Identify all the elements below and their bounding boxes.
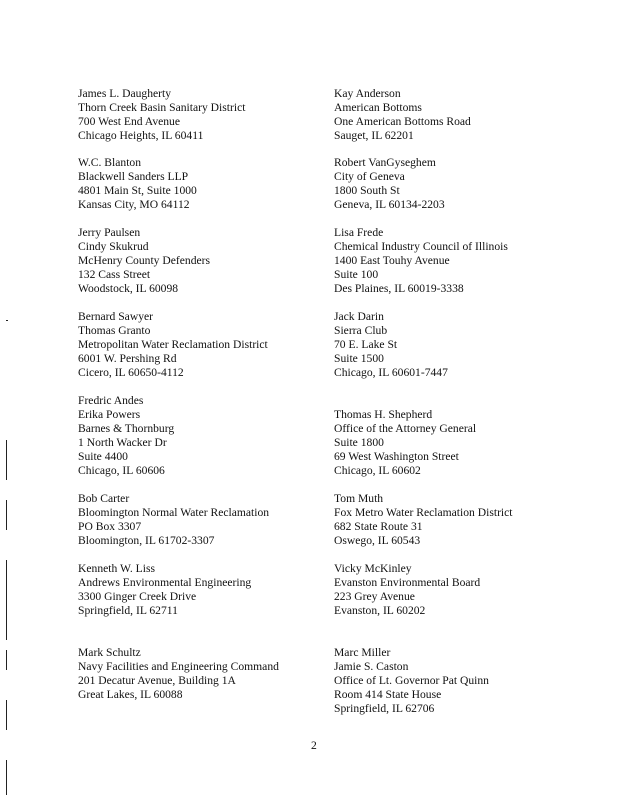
address-line: 1800 South St	[334, 184, 400, 197]
address-line: Springfield, IL 62711	[78, 604, 178, 617]
address-line: Office of Lt. Governor Pat Quinn	[334, 674, 489, 687]
address-line: Lisa Frede	[334, 226, 384, 239]
address-line: Office of the Attorney General	[334, 422, 477, 435]
address-line: Thorn Creek Basin Sanitary District	[78, 101, 246, 114]
address-line: Jamie S. Caston	[334, 660, 409, 673]
address-line: Erika Powers	[78, 408, 141, 421]
address-line: 223 Grey Avenue	[334, 590, 415, 603]
address-line: Evanston, IL 60202	[334, 604, 426, 617]
address-line: Jerry Paulsen	[78, 226, 141, 239]
scan-artifact	[6, 700, 7, 730]
address-line: Cicero, IL 60650-4112	[78, 366, 184, 379]
address-line: Tom Muth	[334, 492, 384, 505]
address-block-left-5	[78, 394, 174, 478]
address-line: Barnes & Thornburg	[78, 422, 175, 435]
address-line: Vicky McKinley	[334, 562, 412, 575]
address-line: 132 Cass Street	[78, 268, 151, 281]
page-number: 2	[311, 739, 317, 752]
address-line: W.C. Blanton	[78, 156, 142, 169]
scan-artifact	[6, 320, 8, 321]
address-line: Kay Anderson	[334, 87, 401, 100]
address-line: One American Bottoms Road	[334, 115, 471, 128]
address-line: Suite 1800	[334, 436, 384, 449]
address-line: Chicago, IL 60601-7447	[334, 366, 448, 379]
address-line: Bloomington, IL 61702-3307	[78, 534, 215, 547]
address-line: City of Geneva	[334, 170, 405, 183]
address-line: Room 414 State House	[334, 688, 442, 701]
scan-artifact	[6, 440, 7, 480]
address-block-right-5	[334, 408, 476, 478]
address-line: Thomas Granto	[78, 324, 151, 337]
address-block-right-2	[334, 156, 445, 212]
address-block-right-6	[334, 492, 513, 548]
address-block-left-7	[78, 562, 251, 618]
address-block-right-3	[334, 226, 508, 296]
address-line: Chemical Industry Council of Illinois	[334, 240, 508, 253]
address-line: 700 West End Avenue	[78, 115, 180, 128]
address-line: Cindy Skukrud	[78, 240, 149, 253]
address-line: 70 E. Lake St	[334, 338, 398, 351]
address-line: Sierra Club	[334, 324, 388, 337]
address-block-left-3	[78, 226, 210, 296]
address-line: Chicago Heights, IL 60411	[78, 129, 204, 142]
address-line: Suite 4400	[78, 450, 128, 463]
address-block-left-2	[78, 156, 197, 212]
address-block-left-4	[78, 310, 268, 380]
address-line: Marc Miller	[334, 646, 391, 659]
address-line: 6001 W. Pershing Rd	[78, 352, 177, 365]
address-line: Fox Metro Water Reclamation District	[334, 506, 513, 519]
scan-artifact	[6, 560, 7, 640]
address-line: Oswego, IL 60543	[334, 534, 421, 547]
address-block-left-1	[78, 87, 245, 143]
address-line: Fredric Andes	[78, 394, 144, 407]
address-line: Bob Carter	[78, 492, 130, 505]
address-line: McHenry County Defenders	[78, 254, 211, 267]
address-line: Chicago, IL 60606	[78, 464, 165, 477]
address-line: James L. Daugherty	[78, 87, 172, 100]
address-line: Bloomington Normal Water Reclamation	[78, 506, 270, 519]
address-block-left-8	[78, 646, 279, 702]
address-line: Great Lakes, IL 60088	[78, 688, 183, 701]
address-line: Sauget, IL 62201	[334, 129, 414, 142]
address-line: Kenneth W. Liss	[78, 562, 155, 575]
address-line: Chicago, IL 60602	[334, 464, 421, 477]
address-line: Thomas H. Shepherd	[334, 408, 433, 421]
address-line: Suite 100	[334, 268, 379, 281]
address-line: PO Box 3307	[78, 520, 142, 533]
address-line: Woodstock, IL 60098	[78, 282, 179, 295]
scan-artifact	[6, 760, 7, 795]
address-line: Metropolitan Water Reclamation District	[78, 338, 268, 351]
address-line: 201 Decatur Avenue, Building 1A	[78, 674, 236, 687]
address-line: 4801 Main St, Suite 1000	[78, 184, 197, 197]
address-line: Bernard Sawyer	[78, 310, 154, 323]
address-block-right-4	[334, 310, 448, 380]
address-block-right-8	[334, 646, 489, 716]
address-line: Geneva, IL 60134-2203	[334, 198, 445, 211]
address-line: Evanston Environmental Board	[334, 576, 481, 589]
address-line: Des Plaines, IL 60019-3338	[334, 282, 464, 295]
address-line: 3300 Ginger Creek Drive	[78, 590, 197, 603]
address-block-right-1	[334, 87, 471, 143]
address-line: Navy Facilities and Engineering Command	[78, 660, 279, 673]
address-block-right-7	[334, 562, 480, 618]
address-line: 1 North Wacker Dr	[78, 436, 167, 449]
address-block-left-6	[78, 492, 269, 548]
address-line: 1400 East Touhy Avenue	[334, 254, 450, 267]
scan-artifact	[6, 650, 7, 670]
address-line: Robert VanGyseghem	[334, 156, 436, 169]
address-line: Kansas City, MO 64112	[78, 198, 190, 211]
address-line: Blackwell Sanders LLP	[78, 170, 189, 183]
address-line: Jack Darin	[334, 310, 384, 323]
address-line: Suite 1500	[334, 352, 384, 365]
address-line: American Bottoms	[334, 101, 422, 114]
address-line: 69 West Washington Street	[334, 450, 459, 463]
address-line: Andrews Environmental Engineering	[78, 576, 252, 589]
address-line: 682 State Route 31	[334, 520, 423, 533]
address-line: Mark Schultz	[78, 646, 141, 659]
address-line: Springfield, IL 62706	[334, 702, 435, 715]
scan-artifact	[6, 500, 7, 530]
